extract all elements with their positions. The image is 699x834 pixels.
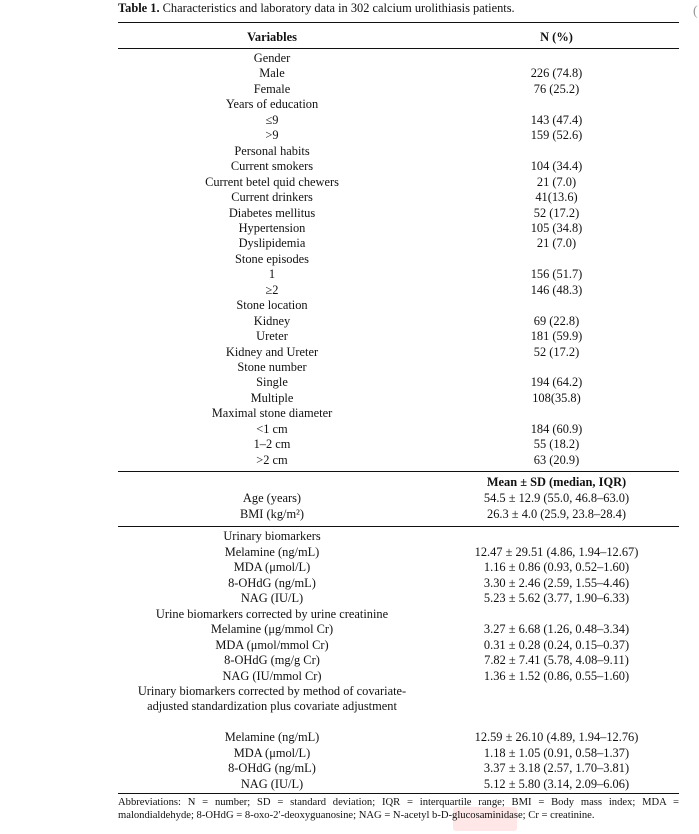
row-label: Current drinkers xyxy=(231,190,313,205)
table-row xyxy=(118,507,679,523)
row-value: 5.23 ± 5.62 (3.77, 1.90–6.33) xyxy=(483,591,630,605)
table-row xyxy=(118,761,679,777)
row-label: Hypertension xyxy=(238,220,306,235)
table-row xyxy=(118,777,679,793)
row-value: 143 (47.4) xyxy=(530,112,583,127)
row-value: 181 (59.9) xyxy=(530,329,583,344)
row-label: Gender xyxy=(253,51,291,65)
table-row xyxy=(118,283,679,299)
row-value: 63 (20.9) xyxy=(533,452,580,467)
row-value: 21 (7.0) xyxy=(536,236,577,251)
table-row xyxy=(118,175,679,191)
row-label: MDA (μmol/L) xyxy=(233,745,311,760)
row-label: Dyslipidemia xyxy=(238,236,306,251)
row-label: Urine biomarkers corrected by urine creatinine xyxy=(155,606,389,621)
row-label: Male xyxy=(259,66,285,81)
table-row xyxy=(118,730,679,746)
row-value: 3.37 ± 3.18 (2.57, 1.70–3.81) xyxy=(483,761,630,775)
row-label: Melamine (μg/mmol Cr) xyxy=(210,622,334,636)
row-label: Multiple xyxy=(250,390,294,405)
row-label: 1 xyxy=(268,267,276,282)
row-label: Stone location xyxy=(236,298,308,313)
table-row xyxy=(118,607,679,623)
row-label: 1–2 cm xyxy=(253,437,291,452)
row-label: Diabetes mellitus xyxy=(228,205,316,220)
table-row xyxy=(118,529,679,545)
header-mean-sd: Mean ± SD (median, IQR) xyxy=(486,475,627,489)
table-row xyxy=(118,491,679,507)
caption-text: Characteristics and laboratory data in 302 calcium urolithiasis patients. xyxy=(159,1,515,15)
row-value: 7.82 ± 7.41 (5.78, 4.08–9.11) xyxy=(484,653,629,667)
table-row xyxy=(118,591,679,607)
table-row xyxy=(118,360,679,376)
table-caption xyxy=(118,1,688,16)
adjusted-heading-row xyxy=(118,684,679,730)
row-label: BMI (kg/m²) xyxy=(240,506,304,521)
table-row xyxy=(118,221,679,237)
table-row xyxy=(118,653,679,669)
row-value: 1.36 ± 1.52 (0.86, 0.55–1.60) xyxy=(483,668,630,683)
row-value: 3.27 ± 6.68 (1.26, 0.48–3.34) xyxy=(483,622,630,636)
row-value: 76 (25.2) xyxy=(533,81,580,96)
row-value: 52 (17.2) xyxy=(533,205,580,220)
row-label: <1 cm xyxy=(256,421,288,436)
row-label: Current betel quid chewers xyxy=(205,174,339,189)
adjusted-heading: Urinary biomarkers corrected by method of covariate-adjusted standardization plus covariate adjustment xyxy=(137,684,407,714)
bottom-rule xyxy=(118,793,679,794)
row-label: Ureter xyxy=(256,329,288,344)
table-row xyxy=(118,391,679,407)
table-row xyxy=(118,638,679,654)
table-row xyxy=(118,545,679,561)
table-row xyxy=(118,453,679,469)
table-row xyxy=(118,159,679,175)
row-value: 194 (64.2) xyxy=(530,375,583,390)
row-value: 21 (7.0) xyxy=(536,174,577,189)
mean-header-row xyxy=(118,475,679,491)
caption-label: Table 1. xyxy=(118,1,160,15)
row-label: >9 xyxy=(265,128,279,143)
table-row xyxy=(118,560,679,576)
row-value: 5.12 ± 5.80 (3.14, 2.09–6.06) xyxy=(483,776,630,791)
abbreviations-note: Abbreviations: N = number; SD = standard deviation; IQR = interquartile range; BMI = Body mass index; MDA = malondialdehyde; 8-OHdG = 8-oxo-2′-deoxyguanosine; NAG = N-acetyl b-D-glucosaminidase; Cr = creatinine. xyxy=(118,797,679,821)
row-value: 3.30 ± 2.46 (2.59, 1.55–4.46) xyxy=(483,575,630,590)
table-row xyxy=(118,406,679,422)
row-value: 69 (22.8) xyxy=(533,313,580,328)
section-rule-2 xyxy=(118,526,679,527)
header-row xyxy=(118,30,679,46)
table-row xyxy=(118,622,679,638)
row-label: Maximal stone diameter xyxy=(211,406,333,421)
table-row xyxy=(118,97,679,113)
table-row xyxy=(118,329,679,345)
row-label: 8-OHdG (ng/mL) xyxy=(228,575,316,590)
row-value: 26.3 ± 4.0 (25.9, 23.8–28.4) xyxy=(487,506,626,521)
row-value: 12.47 ± 29.51 (4.86, 1.94–12.67) xyxy=(474,544,639,559)
table-row xyxy=(118,252,679,268)
table-row xyxy=(118,66,679,82)
row-value: 105 (34.8) xyxy=(530,220,583,235)
table-row xyxy=(118,746,679,762)
row-label: NAG (IU/L) xyxy=(240,776,304,791)
table-row xyxy=(118,236,679,252)
header-n-pct: N (%) xyxy=(540,30,573,44)
row-value: 184 (60.9) xyxy=(530,421,583,436)
row-value: 226 (74.8) xyxy=(530,66,583,81)
row-value: 1.16 ± 0.86 (0.93, 0.52–1.60) xyxy=(483,560,630,574)
row-label: Kidney xyxy=(253,313,291,328)
row-value: 146 (48.3) xyxy=(530,282,583,297)
row-label: Single xyxy=(256,375,288,390)
row-label: MDA (μmol/mmol Cr) xyxy=(215,637,329,652)
table-row xyxy=(118,267,679,283)
row-label: Kidney and Ureter xyxy=(225,344,319,359)
row-label: ≥2 xyxy=(265,282,279,297)
table-row xyxy=(118,576,679,592)
row-label: Melamine (ng/mL) xyxy=(224,544,320,559)
table-row xyxy=(118,437,679,453)
row-label: Female xyxy=(253,81,291,96)
table-row xyxy=(118,206,679,222)
table-row xyxy=(118,144,679,160)
row-value: 0.31 ± 0.28 (0.24, 0.15–0.37) xyxy=(483,637,630,652)
row-label: Melamine (ng/mL) xyxy=(224,730,320,744)
row-value: 104 (34.4) xyxy=(530,159,583,174)
table-row xyxy=(118,669,679,685)
row-label: Current smokers xyxy=(230,159,314,174)
table-row xyxy=(118,113,679,129)
header-variables: Variables xyxy=(247,30,297,44)
row-value: 159 (52.6) xyxy=(530,128,583,143)
section-rule-1 xyxy=(118,471,679,472)
row-value: 108(35.8) xyxy=(532,390,581,405)
row-value: 12.59 ± 26.10 (4.89, 1.94–12.76) xyxy=(474,730,639,744)
top-rule xyxy=(118,22,679,23)
row-label: ≤9 xyxy=(265,112,279,127)
row-label: Urinary biomarkers xyxy=(223,529,321,543)
row-value: 156 (51.7) xyxy=(530,267,583,282)
row-label: NAG (IU/L) xyxy=(240,591,304,605)
row-label: Stone episodes xyxy=(235,251,309,266)
table-row xyxy=(118,345,679,361)
row-label: 8-OHdG (mg/g Cr) xyxy=(224,653,320,667)
table-row xyxy=(118,314,679,330)
table-row xyxy=(118,51,679,67)
row-label: MDA (μmol/L) xyxy=(233,560,311,574)
row-value: 41(13.6) xyxy=(535,190,578,205)
row-label: Stone number xyxy=(237,360,307,374)
table-row xyxy=(118,128,679,144)
row-value: 52 (17.2) xyxy=(533,344,580,359)
row-value: 54.5 ± 12.9 (55.0, 46.8–63.0) xyxy=(483,491,630,505)
row-label: Years of education xyxy=(225,97,319,112)
table-row xyxy=(118,375,679,391)
header-rule xyxy=(118,48,679,49)
row-value: 55 (18.2) xyxy=(533,437,580,452)
table-row xyxy=(118,190,679,206)
row-label: NAG (IU/mmol Cr) xyxy=(222,668,322,683)
row-label: Age (years) xyxy=(242,491,302,505)
table-row xyxy=(118,298,679,314)
table-row xyxy=(118,82,679,98)
row-label: >2 cm xyxy=(256,452,288,467)
edge-bracket-icon: ( xyxy=(693,4,698,19)
row-label: 8-OHdG (ng/mL) xyxy=(228,761,316,775)
row-label: Personal habits xyxy=(234,143,310,158)
row-value: 1.18 ± 1.05 (0.91, 0.58–1.37) xyxy=(483,745,630,760)
table-row xyxy=(118,422,679,438)
